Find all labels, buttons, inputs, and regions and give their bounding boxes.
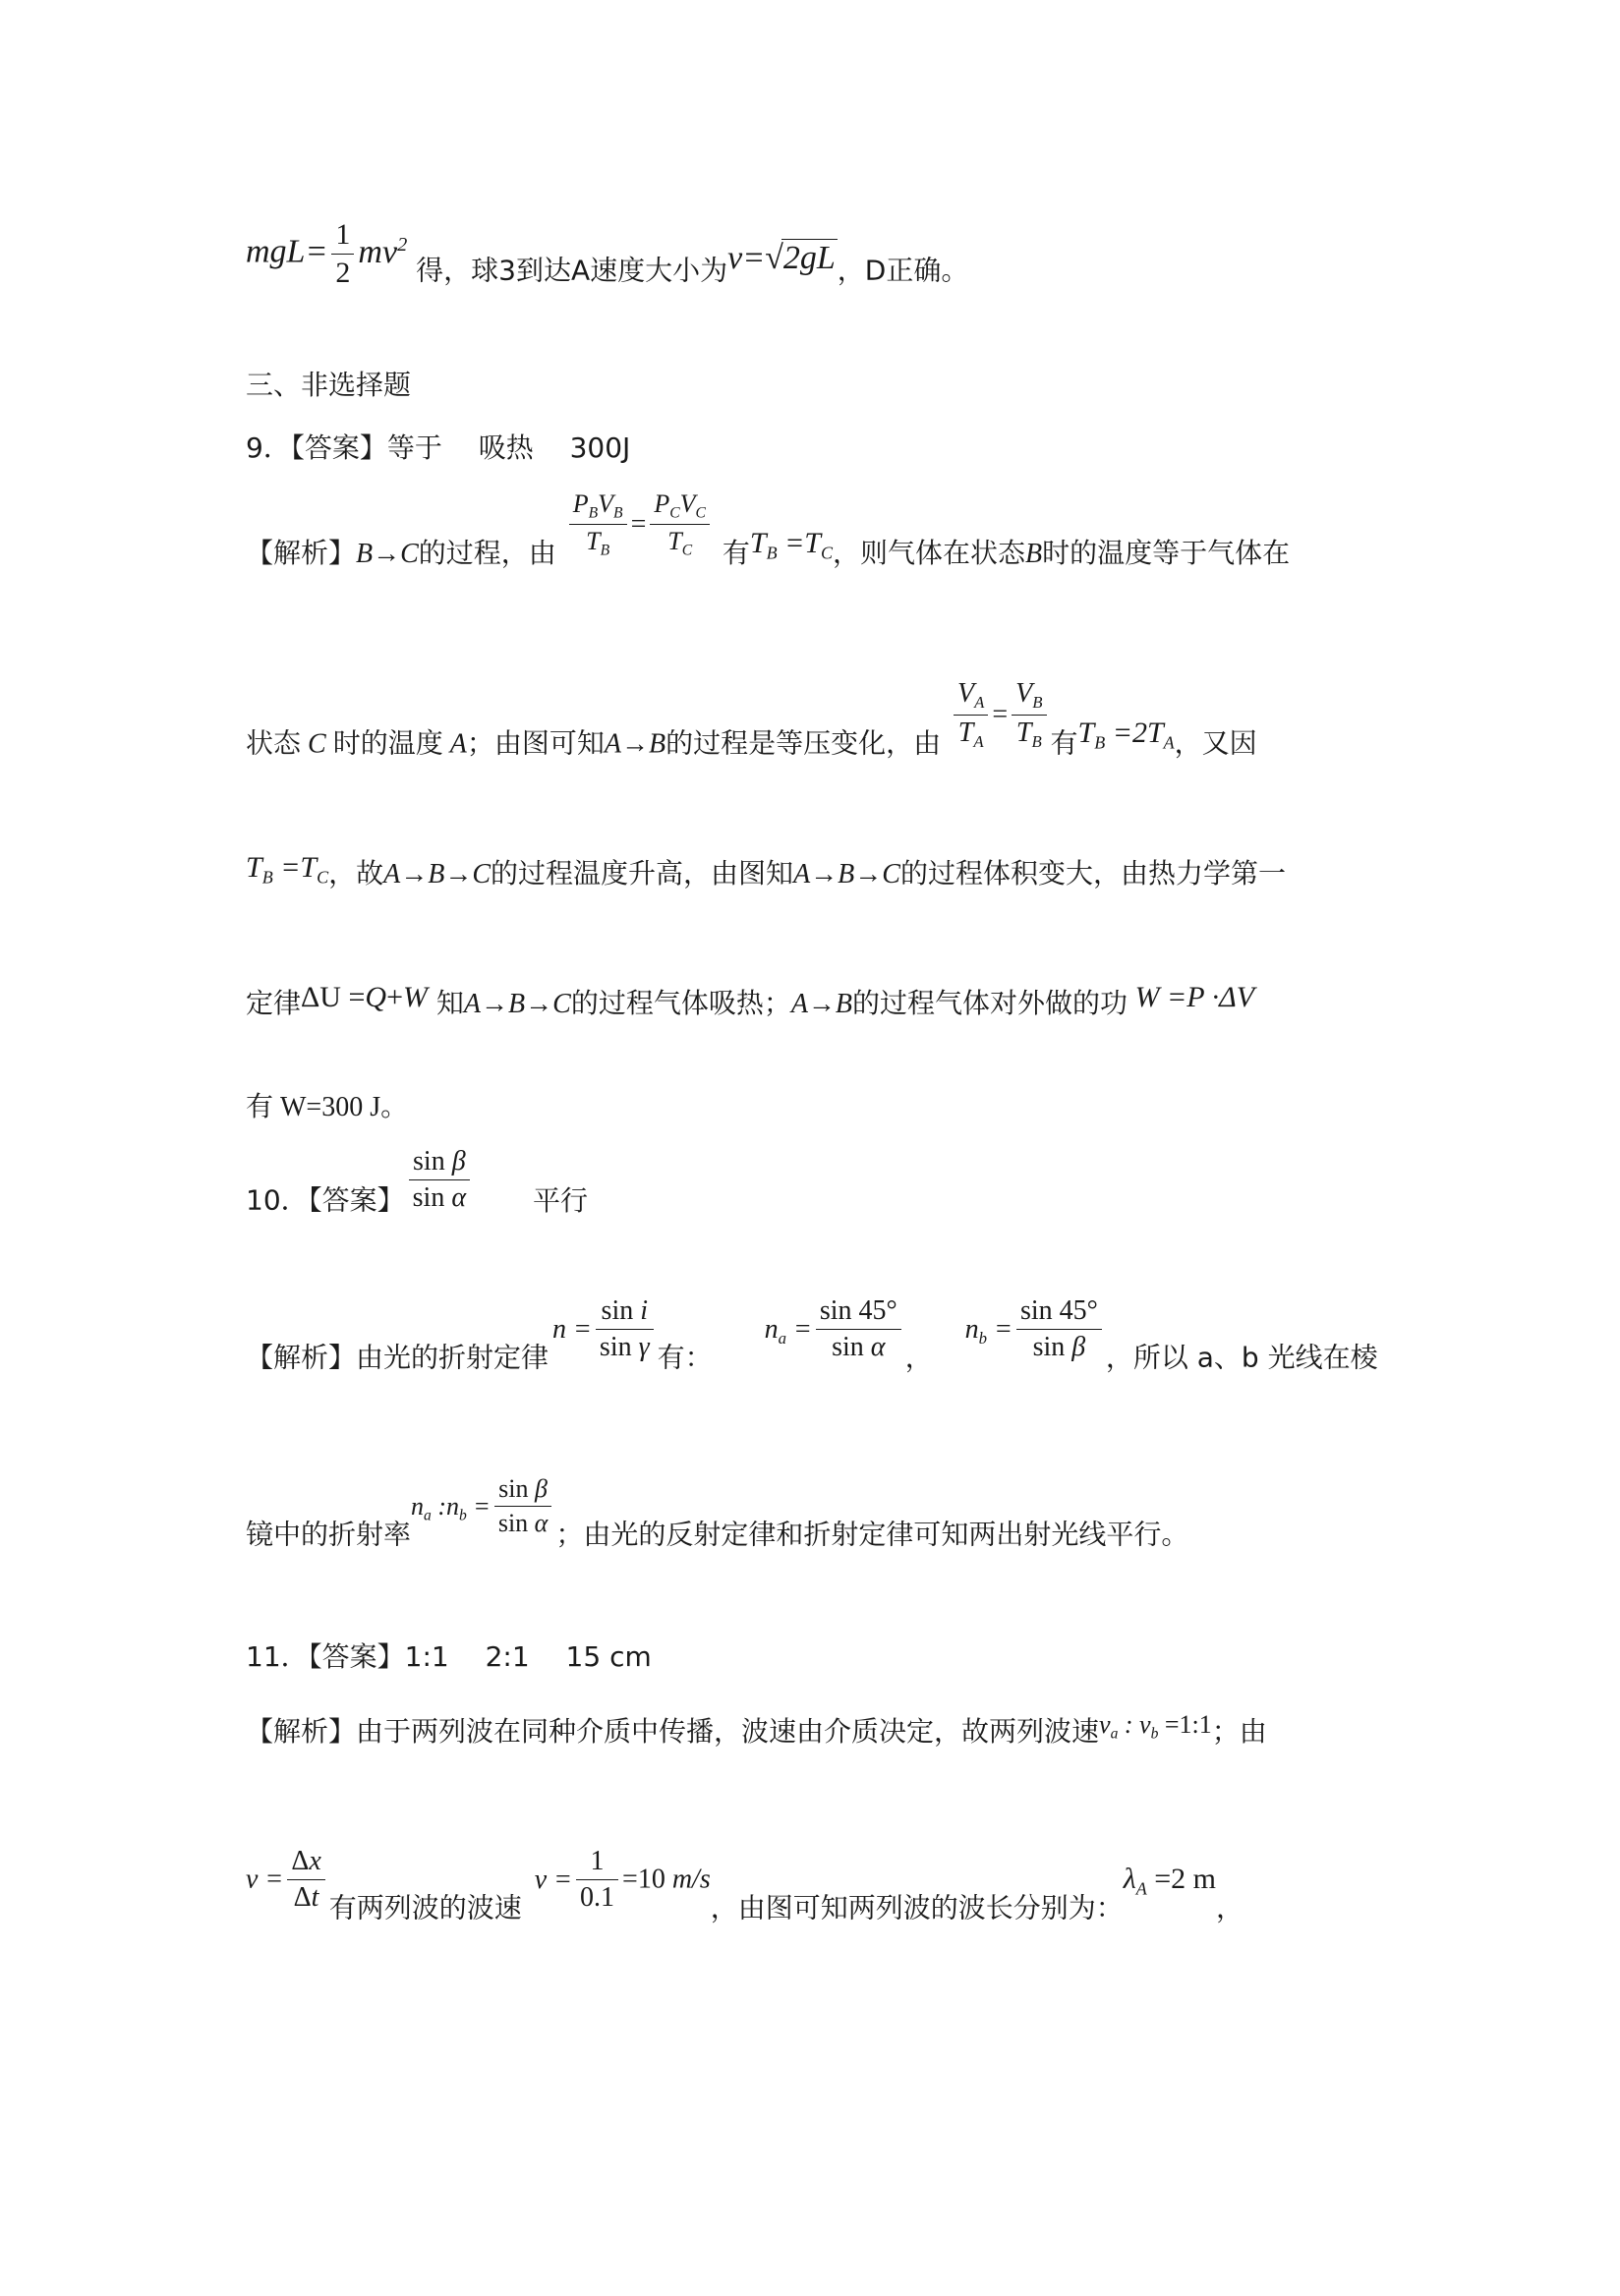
q10-answer: 10．【答案】 $\frac{\text{sin β}}{\text{sin α}}$ 平行 [246,1146,589,1217]
fraction-dx-over-dt: $\frac{\Delta x}{\Delta t}$ [287,1846,324,1914]
q9-explanation-line2: 状态 C 时的温度 A；由图可知A→B的过程是等压变化，由 $\frac{V_A}{T_A}$ = $\frac{V_B}{T_B}$ 有$T_B =2T_A$，又因 [246,678,1257,760]
q10-explanation-line1: 【解析】由光的折射定律n = $\frac{\text{sin i}}{\text{sin γ}}$ 有： $n_a$ = $\frac{\sin 45^\circ}{\text{sin α}}$ ， $n_b$ = $\frac{\sin 45^\circ}{\text{sin β}}$ ，所以 a、b 光线在棱 [246,1295,1378,1374]
formula-velocity: v=√2gL [727,239,836,276]
fraction-ratio-sinbeta-sinalpha: $\frac{\text{sin β}}{\text{sin α}}$ [494,1474,552,1538]
line-energy-equation: mgL= $\frac{1}{2}$ $mv^2$ 得，球3到达A速度大小为v=√2gL，D正确。 [246,218,969,289]
q9-explanation-line1: 【解析】B→C的过程，由 $\frac{P_BV_B}{T_B}$ = $\frac{P_CV_C}{T_C}$ 有$T_B =T_C$，则气体在状态B时的温度等于气体在 [246,489,1291,569]
q11-explanation-line2: v = $\frac{\Delta x}{\Delta t}$ 有两列波的波速 v = $\frac{1}{0.1}$ =10 m/s，由图可知两列波的波长分别为：$\lambda_A =2$ m， [246,1846,1244,1924]
q11-answer: 11．【答案】1:1 2:1 15 cm [246,1640,652,1673]
q9-explanation-line4: 定律ΔU =Q+W 知A→B→C的过程气体吸热；A→B的过程气体对外做的功 W =P ·ΔV [246,981,1255,1019]
fraction-half: $\frac{1}{2}$ [331,218,354,290]
text-d-correct: ，D正确。 [837,254,969,287]
q11-explanation-line1: 【解析】由于两列波在同种介质中传播，波速由介质决定，故两列波速$v_a$ : $v_b$ =1:1；由 [246,1710,1267,1748]
q9-explanation-line5: 有 W=300 J。 [246,1092,409,1122]
fraction-pv-over-t: $\frac{P_BV_B}{T_B}$ [569,489,627,560]
fraction-sini-over-siny: $\frac{\text{sin i}}{\text{sin γ}}$ [596,1295,654,1363]
fraction-1-over-01: $\frac{1}{0.1}$ [576,1846,618,1914]
fraction-sin45-over-sinbeta: $\frac{\sin 45^\circ}{\text{sin β}}$ [1016,1295,1102,1363]
fraction-va-over-ta: $\frac{V_A}{T_A}$ [954,678,988,752]
fraction-sinbeta-over-sinalpha: $\frac{\text{sin β}}{\text{sin α}}$ [409,1146,470,1214]
q10-explanation-line2: 镜中的折射率$n_a$ $:n_b$ = $\frac{\text{sin β}}{\text{sin α}}$ ；由光的反射定律和折射定律可知两出射光线平行。 [246,1474,1189,1551]
q9-answer: 9．【答案】等于 吸热 300J [246,431,631,464]
text-ball-speed: 得，球3到达A速度大小为 [416,254,728,287]
fraction-sin45-over-sinalpha: $\frac{\sin 45^\circ}{\text{sin α}}$ [816,1295,901,1363]
q9-explanation-line3: $T_B =T_C$，故A→B→C的过程温度升高，由图知A→B→C的过程体积变大，由热力学第一 [246,851,1286,890]
section-title: 三、非选择题 [246,369,412,401]
formula-energy: mgL= [246,233,328,270]
